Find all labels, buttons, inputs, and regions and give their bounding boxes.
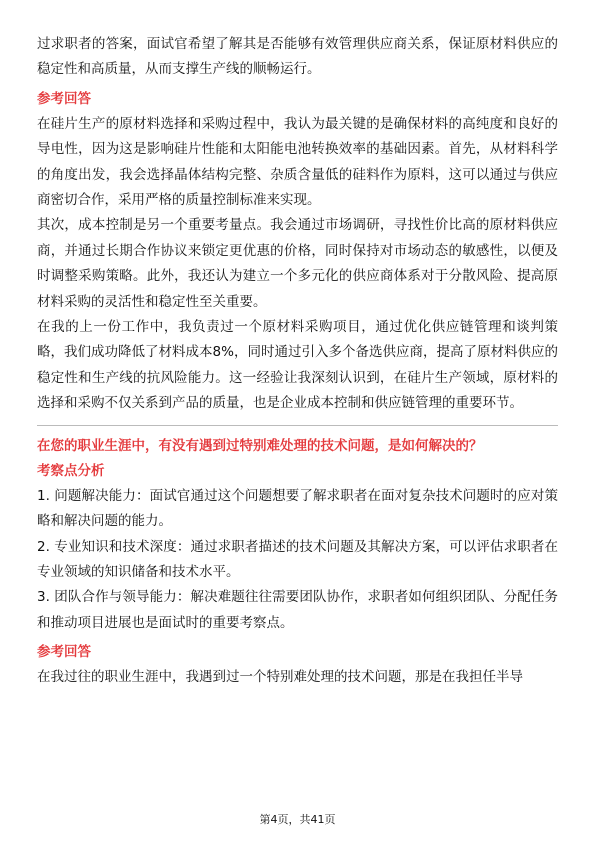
answer-start-paragraph: 在我过往的职业生涯中，我遇到过一个特别难处理的技术问题，那是在我担任半导 <box>37 669 523 686</box>
reference-answer-label-2: 参考回答 <box>37 644 91 661</box>
answer-paragraph-3: 在我的上一份工作中，我负责过一个原材料采购项目，通过优化供应链管理和谈判策略，我们成功降低了材料成本8%，同时通过引入多个备选供应商，提高了原材料供应的稳定性和生产线的抗风险能力。这一经验让我深刻认识到，在硅片生产领域，原材料的选择和采购不仅关系到产品的质量，也是企业成本控制和供应链管理的重要环节。 <box>37 319 558 412</box>
interview-question: 在您的职业生涯中，有没有遇到过特别难处理的技术问题，是如何解决的？ <box>37 437 483 454</box>
page-indicator: 第4页，共41页 <box>259 813 336 826</box>
answer-paragraph-1: 在硅片生产的原材料选择和采购过程中，我认为最关键的是确保材料的高纯度和良好的导电性，因为这是影响硅片性能和太阳能电池转换效率的基础因素。首先，从材料科学的角度出发，我会选择晶体结构完整、杂质含量低的硅料作为原料，这可以通过与供应商密切合作，采用严格的质量控制标准来实现。 <box>37 115 558 209</box>
analysis-item-3: 3. 团队合作与领导能力：解决难题往往需要团队协作，求职者如何组织团队、分配任务和推动项目进展也是面试时的重要考察点。 <box>37 589 558 631</box>
analysis-item-1: 1. 问题解决能力：面试官通过这个问题想要了解求职者在面对复杂技术问题时的应对策略和解决问题的能力。 <box>37 487 558 530</box>
analysis-label: 考察点分析 <box>37 462 105 479</box>
analysis-item-2: 2. 专业知识和技术深度：通过求职者描述的技术问题及其解决方案，可以评估求职者在专业领域的知识储备和技术水平。 <box>37 538 558 580</box>
reference-answer-label: 参考回答 <box>37 90 91 107</box>
intro-paragraph: 过求职者的答案，面试官希望了解其是否能够有效管理供应商关系，保证原材料供应的稳定性和高质量，从而支撑生产线的顺畅运行。 <box>37 36 558 78</box>
answer-paragraph-2: 其次，成本控制是另一个重要考量点。我会通过市场调研，寻找性价比高的原材料供应商，并通过长期合作协议来锁定更优惠的价格，同时保持对市场动态的敏感性，以便及时调整采购策略。此外，我还认为建立一个多元化的供应商体系对于分散风险、提高原材料采购的灵活性和稳定性至关重要。 <box>37 217 558 310</box>
section-divider <box>37 425 558 426</box>
document-page <box>37 32 558 691</box>
